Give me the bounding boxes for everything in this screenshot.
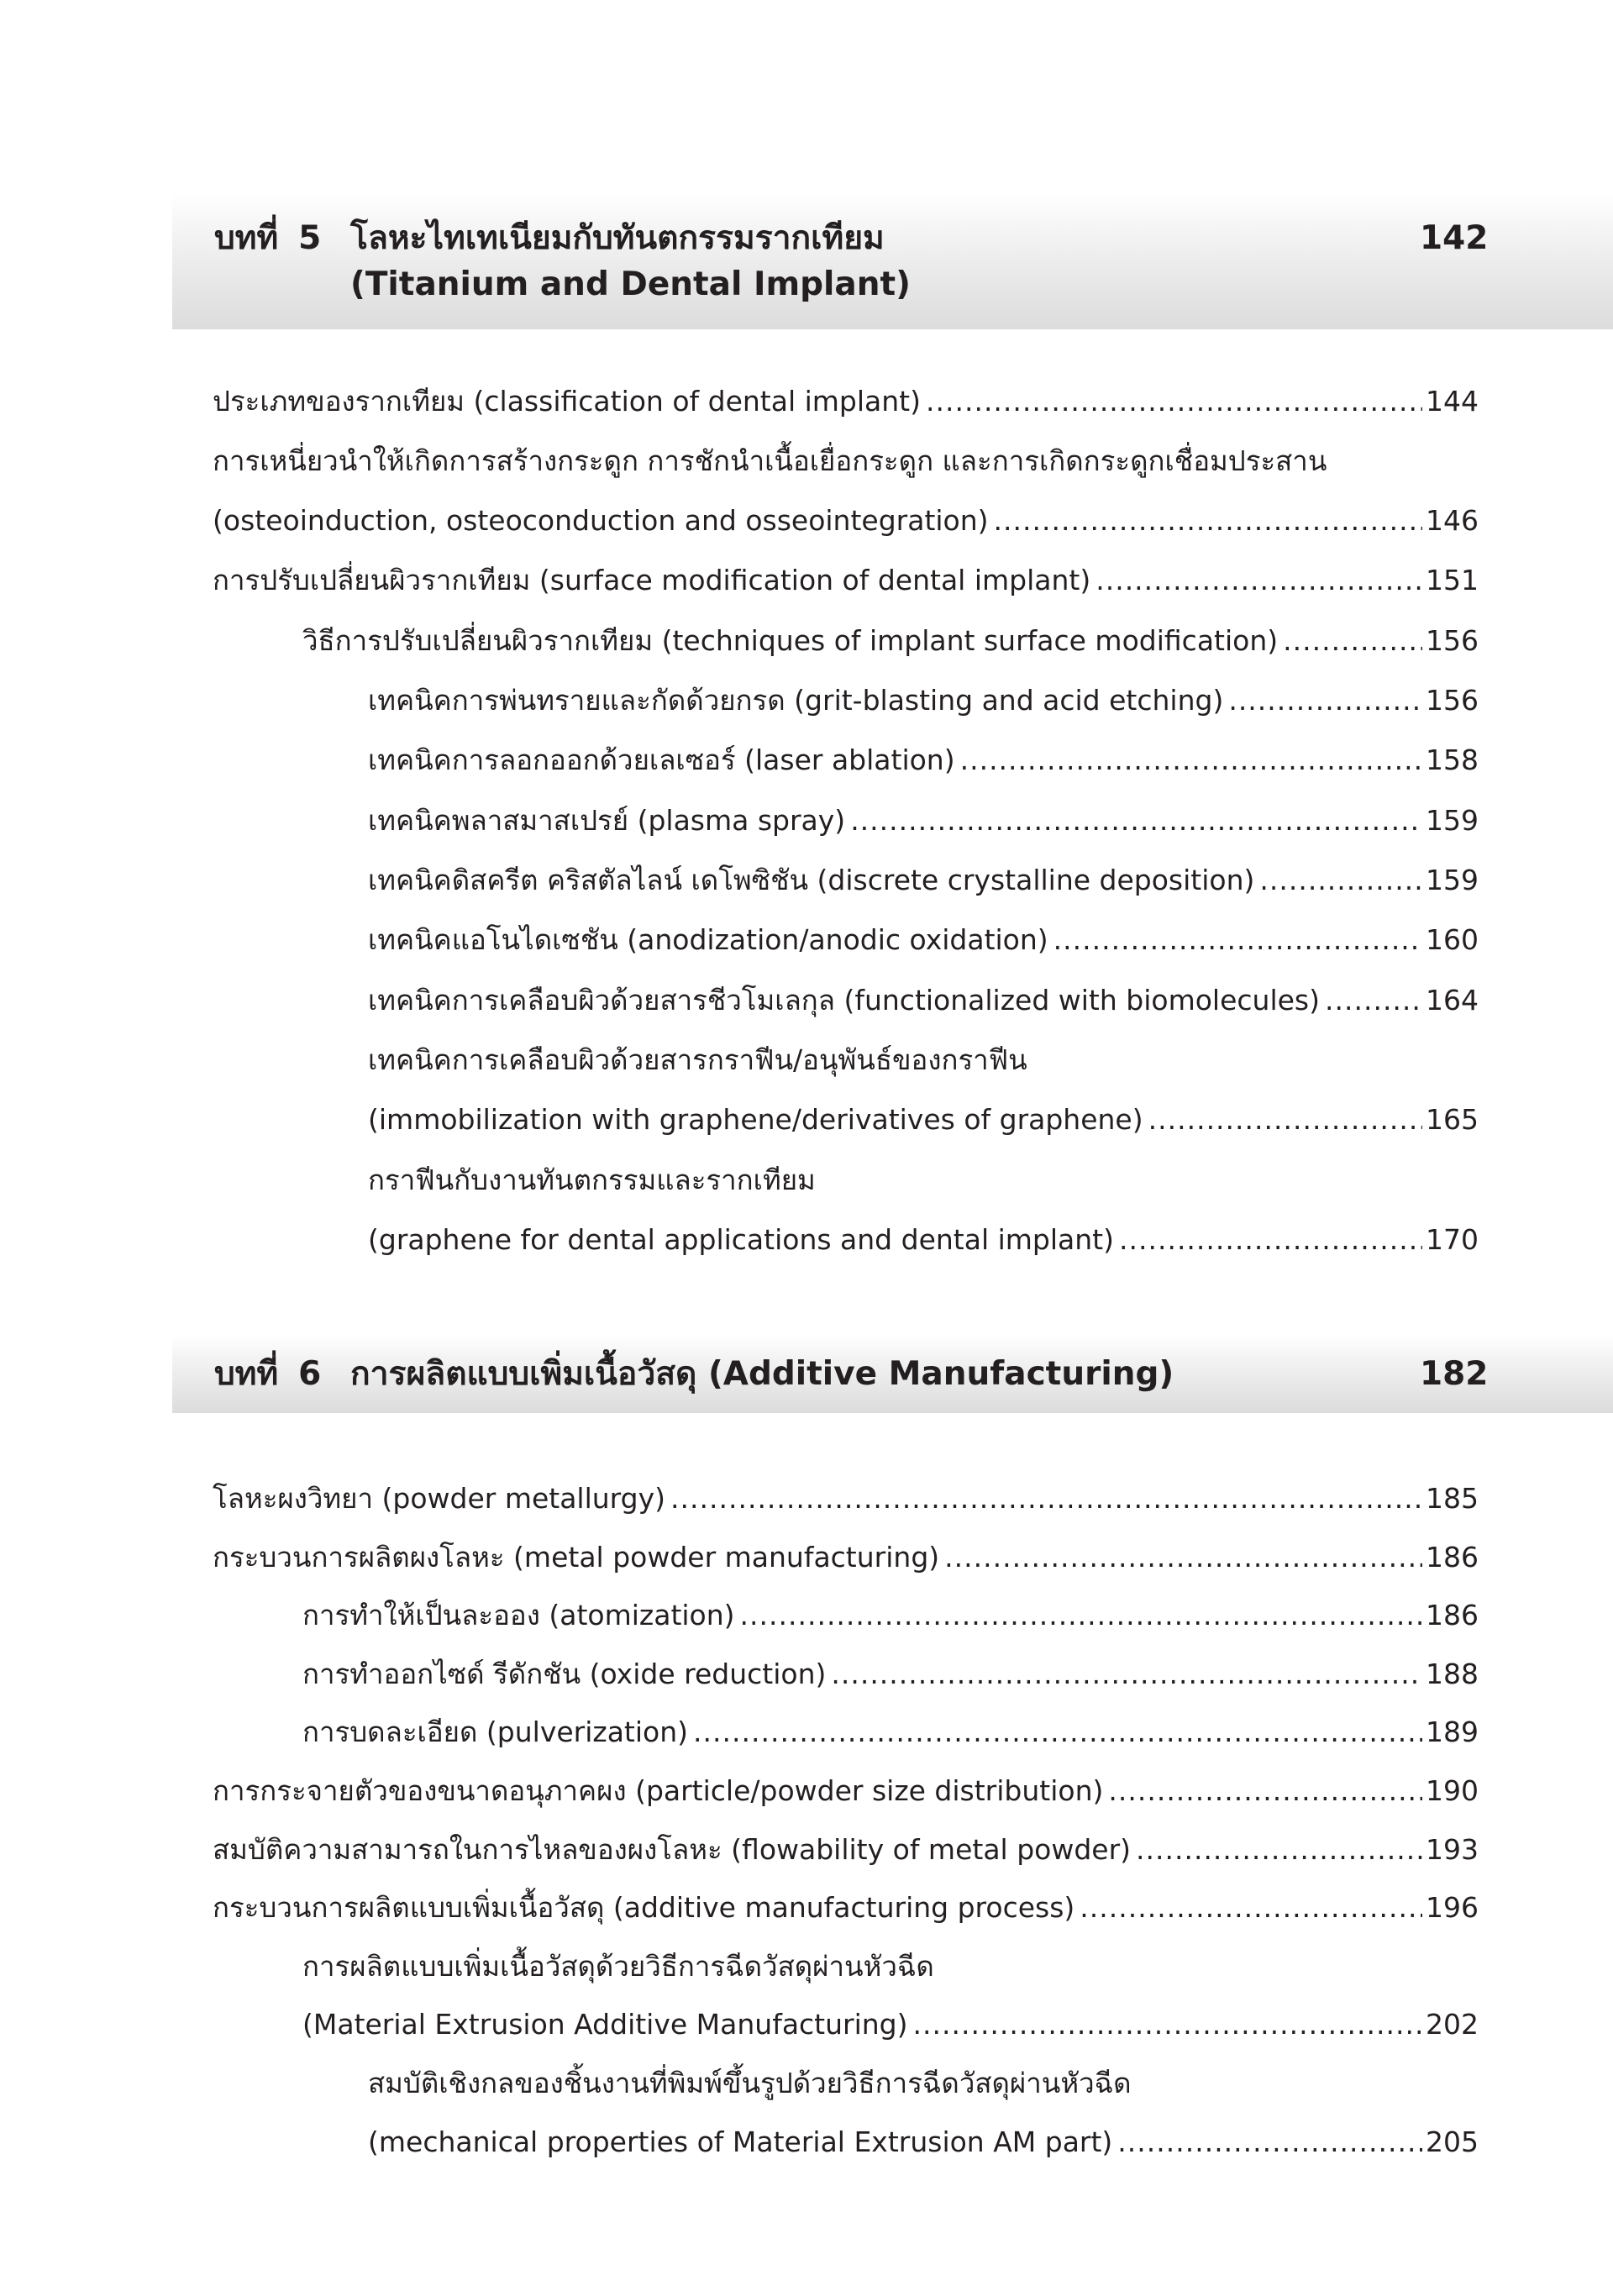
chapter-label xyxy=(214,1354,321,1395)
chapter-subtitle: (Titanium and Dental Implant) xyxy=(350,265,911,303)
toc-entry-page: 159 xyxy=(1426,804,1479,837)
toc-entry[interactable] xyxy=(368,2124,1479,2161)
toc-entry-page: 189 xyxy=(1426,1715,1479,1748)
toc-entry-title: การปรับเปลี่ยนผิวรากเทียม (surface modification of dental implant) xyxy=(213,564,1091,596)
leader-dots xyxy=(740,1597,1422,1634)
leader-dots xyxy=(1095,562,1422,599)
toc-entry-page: 193 xyxy=(1426,1833,1479,1866)
toc-entry-page: 164 xyxy=(1426,984,1479,1017)
toc-entry-page: 196 xyxy=(1426,1891,1479,1924)
leader-dots xyxy=(1080,1889,1422,1926)
toc-entry-page: 156 xyxy=(1426,624,1479,657)
leader-dots xyxy=(1136,1831,1422,1868)
leader-dots xyxy=(1119,1222,1422,1258)
toc-entry-title: (graphene for dental applications and dental implant) xyxy=(368,1223,1114,1256)
chapter-label-text: บทที่ xyxy=(214,219,279,257)
toc-entry-page: 205 xyxy=(1426,2125,1479,2158)
toc-entry[interactable] xyxy=(368,862,1479,899)
toc-entry-page: 160 xyxy=(1426,923,1479,956)
toc-entry-title: โลหะผงวิทยา (powder metallurgy) xyxy=(213,1482,666,1515)
toc-entry[interactable] xyxy=(368,1101,1479,1138)
toc-entry-page: 190 xyxy=(1426,1774,1479,1807)
toc-entry-title: (Material Extrusion Additive Manufacturing) xyxy=(302,2008,908,2041)
toc-entry-page: 159 xyxy=(1426,864,1479,896)
leader-dots xyxy=(1283,623,1422,659)
chapter-label xyxy=(214,218,321,259)
toc-entry[interactable] xyxy=(213,1773,1479,1810)
leader-dots xyxy=(960,742,1422,779)
toc-entry[interactable] xyxy=(213,502,1479,539)
chapter-title: การผลิตแบบเพิ่มเนื้อวัสดุ (Additive Manufacturing) xyxy=(350,1355,1174,1393)
toc-entry-title: กระบวนการผลิตแบบเพิ่มเนื้อวัสดุ (additive manufacturing process) xyxy=(213,1891,1075,1924)
chapter-label-text: บทที่ xyxy=(214,1355,279,1393)
leader-dots xyxy=(1259,862,1422,899)
leader-dots xyxy=(994,502,1422,539)
toc-entry-title: การกระจายตัวของขนาดอนุภาคผง (particle/powder size distribution) xyxy=(213,1774,1104,1807)
toc-entry-title: เทคนิคแอโนไดเซชัน (anodization/anodic oxidation) xyxy=(368,923,1048,956)
leader-dots xyxy=(831,1656,1422,1693)
toc-entry-page: 156 xyxy=(1426,684,1479,717)
toc-entry-page: 158 xyxy=(1426,743,1479,776)
toc-entry-page: 186 xyxy=(1426,1599,1479,1631)
toc-entry-title: ประเภทของรากเทียม (classification of dental implant) xyxy=(213,385,921,418)
toc-entry-title-line[interactable]: กราฟีนกับงานทันตกรรมและรากเทียม xyxy=(368,1164,816,1196)
leader-dots xyxy=(926,383,1422,420)
toc-entry[interactable] xyxy=(213,562,1479,599)
toc-entry-page: 185 xyxy=(1426,1482,1479,1515)
toc-entry[interactable] xyxy=(302,1656,1479,1693)
toc-entry[interactable] xyxy=(368,682,1479,719)
toc-entry-title-line[interactable]: การผลิตแบบเพิ่มเนื้อวัสดุด้วยวิธีการฉีดวัสดุผ่านหัวฉีด xyxy=(302,1950,934,1983)
toc-entry[interactable] xyxy=(302,1597,1479,1634)
leader-dots xyxy=(1325,982,1422,1019)
toc-entry[interactable] xyxy=(302,623,1479,659)
toc-entry[interactable] xyxy=(368,802,1479,839)
toc-entry-title: สมบัติความสามารถในการไหลของผงโลหะ (flowability of metal powder) xyxy=(213,1833,1132,1866)
chapter-title: โลหะไทเทเนียมกับทันตกรรมรากเทียม xyxy=(350,219,885,257)
toc-entry-title: เทคนิคดิสครีต คริสตัลไลน์ เดโพซิชัน (discrete crystalline deposition) xyxy=(368,864,1255,896)
chapter-page-number: 142 xyxy=(1420,219,1489,257)
toc-entry[interactable] xyxy=(213,1480,1479,1517)
toc-entry-title-line[interactable]: การเหนี่ยวนำให้เกิดการสร้างกระดูก การชักนำเนื้อเยื่อกระดูก และการเกิดกระดูกเชื่อมประสาน xyxy=(213,444,1327,477)
toc-entry-page: 170 xyxy=(1426,1223,1479,1256)
leader-dots xyxy=(913,2006,1422,2043)
chapter-number: 5 xyxy=(298,219,322,257)
toc-entry-page: 146 xyxy=(1426,504,1479,537)
toc-entry-title: เทคนิคการพ่นทรายและกัดด้วยกรด (grit-blasting and acid etching) xyxy=(368,684,1224,717)
chapter-6-header xyxy=(172,1336,1613,1413)
toc-entry[interactable] xyxy=(368,922,1479,959)
toc-entry[interactable] xyxy=(213,1539,1479,1576)
leader-dots xyxy=(1228,682,1422,719)
leader-dots xyxy=(1148,1101,1422,1138)
leader-dots xyxy=(670,1480,1422,1517)
toc-entry-title: วิธีการปรับเปลี่ยนผิวรากเทียม (techniques of implant surface modification) xyxy=(302,624,1279,657)
chapter-number: 6 xyxy=(298,1355,322,1393)
toc-entry-page: 151 xyxy=(1426,564,1479,596)
toc-entry[interactable] xyxy=(213,1889,1479,1926)
toc-entry[interactable] xyxy=(302,2006,1479,2043)
leader-dots xyxy=(1053,922,1422,959)
toc-entry-title: การบดละเอียด (pulverization) xyxy=(302,1715,689,1748)
leader-dots xyxy=(1108,1773,1422,1810)
toc-entry-title-line[interactable]: เทคนิคการเคลือบผิวด้วยสารกราฟีน/อนุพันธ์ของกราฟีน xyxy=(368,1043,1027,1076)
toc-entry-page: 165 xyxy=(1426,1103,1479,1136)
chapter-page-number: 182 xyxy=(1420,1355,1489,1393)
toc-entry-title: (osteoinduction, osteoconduction and osseointegration) xyxy=(213,504,989,537)
leader-dots xyxy=(850,802,1422,839)
toc-entry-title: เทคนิคการลอกออกด้วยเลเซอร์ (laser ablation) xyxy=(368,743,955,776)
toc-entry-page: 144 xyxy=(1426,385,1479,418)
toc-entry[interactable] xyxy=(368,1222,1479,1258)
toc-entry-title: การทำออกไซด์ รีดักชัน (oxide reduction) xyxy=(302,1658,827,1690)
toc-entry-title: กระบวนการผลิตผงโลหะ (metal powder manufacturing) xyxy=(213,1541,940,1574)
toc-entry-title: เทคนิคการเคลือบผิวด้วยสารชีวโมเลกุล (functionalized with biomolecules) xyxy=(368,984,1320,1017)
toc-entry-page: 188 xyxy=(1426,1658,1479,1690)
toc-entry[interactable] xyxy=(213,383,1479,420)
toc-entry-page: 186 xyxy=(1426,1541,1479,1574)
toc-entry-title-line[interactable]: สมบัติเชิงกลของชิ้นงานที่พิมพ์ขึ้นรูปด้วยวิธีการฉีดวัสดุผ่านหัวฉีด xyxy=(368,2067,1132,2099)
toc-entry-title: (immobilization with graphene/derivatives of graphene) xyxy=(368,1103,1143,1136)
toc-entry[interactable] xyxy=(368,982,1479,1019)
toc-entry-page: 202 xyxy=(1426,2008,1479,2041)
leader-dots xyxy=(1117,2124,1422,2161)
leader-dots xyxy=(944,1539,1422,1576)
toc-entry[interactable] xyxy=(213,1831,1479,1868)
chapter-5-header xyxy=(172,193,1613,329)
toc-entry-title: การทำให้เป็นละออง (atomization) xyxy=(302,1599,735,1631)
toc-entry-title: (mechanical properties of Material Extrusion AM part) xyxy=(368,2125,1113,2158)
toc-entry[interactable] xyxy=(368,742,1479,779)
leader-dots xyxy=(693,1714,1422,1751)
toc-entry[interactable] xyxy=(302,1714,1479,1751)
toc-entry-title: เทคนิคพลาสมาสเปรย์ (plasma spray) xyxy=(368,804,846,837)
